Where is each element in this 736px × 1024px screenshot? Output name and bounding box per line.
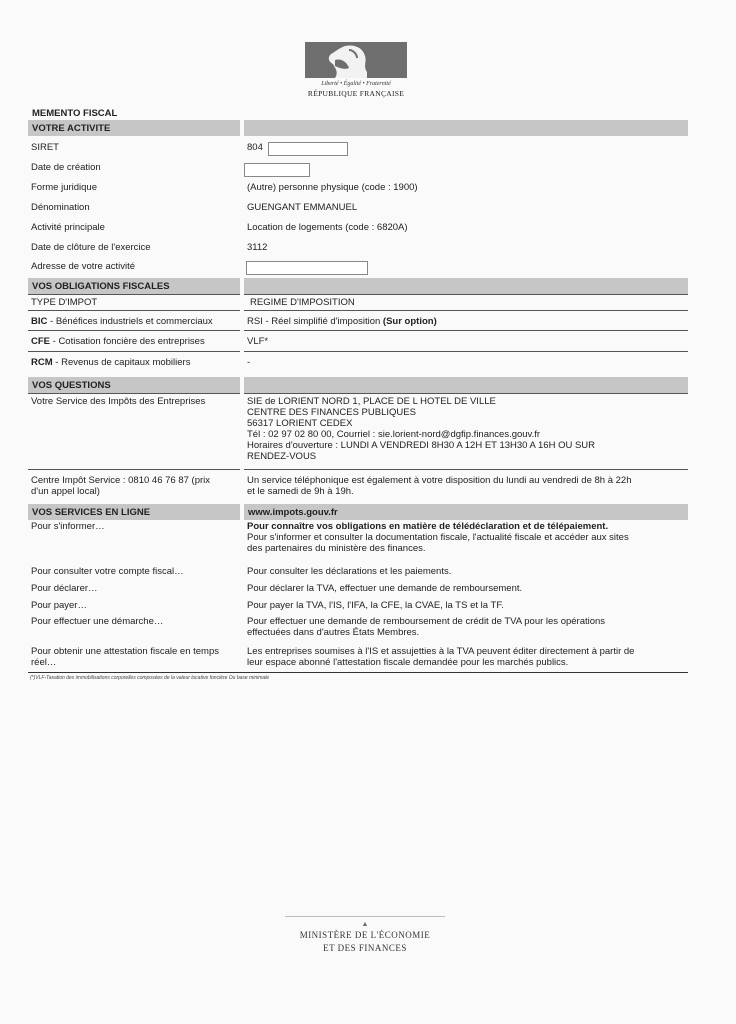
cis-label: [31, 475, 241, 497]
section-header-activite-right: [244, 120, 688, 136]
emblem-icon: ▲: [361, 921, 369, 928]
attestation-line: Les entreprises soumises à l'IS et assujetties à la TVA peuvent éditer directement à partir de: [247, 646, 635, 657]
divider: [244, 351, 688, 352]
bic-regime-text: RSI - Réel simplifié d'imposition: [247, 316, 383, 327]
declarer-label: Pour déclarer…: [31, 583, 98, 594]
demarche-text: [247, 616, 687, 638]
denomination-value: GUENGANT EMMANUEL: [247, 202, 358, 213]
sie-address-line: SIE de LORIENT NORD 1, PLACE DE L HOTEL DE VILLE: [247, 396, 496, 407]
ministere-line: ET DES FINANCES: [323, 943, 407, 953]
bic-option: (Sur option): [382, 316, 437, 327]
divider: [244, 294, 688, 295]
type-impot-header: TYPE D'IMPOT: [31, 297, 98, 308]
denomination-label: Dénomination: [31, 202, 90, 213]
cis-label-line: Centre Impôt Service : 0810 46 76 87 (prix: [31, 475, 211, 486]
section-header-activite: VOTRE ACTIVITE: [28, 120, 240, 136]
bic-regime: [247, 316, 687, 327]
informer-bold-line: Pour connaître vos obligations en matière de télédéclaration et de télépaiement.: [247, 521, 609, 532]
bic-label: [31, 316, 241, 327]
divider: [28, 351, 240, 352]
siret-redacted-field: [268, 142, 348, 156]
cfe-description: - Cotisation foncière des entreprises: [50, 336, 205, 347]
divider: [244, 310, 688, 311]
compte-text: Pour consulter les déclarations et les paiements.: [247, 566, 452, 577]
divider: [244, 469, 688, 470]
sie-label: Votre Service des Impôts des Entreprises: [31, 396, 206, 407]
attestation-label: [31, 646, 241, 668]
informer-label: Pour s'informer…: [31, 521, 105, 532]
section-header-questions: VOS QUESTIONS: [28, 377, 240, 393]
cfe-regime: VLF*: [247, 336, 269, 347]
payer-text: Pour payer la TVA, l'IS, l'IFA, la CFE, la CVAE, la TS et la TF.: [247, 600, 504, 611]
divider: [28, 672, 688, 673]
ministere-footer: [240, 916, 490, 955]
attestation-line: leur espace abonné l'attestation fiscale demandée pour les marchés publics.: [247, 657, 569, 668]
divider: [28, 310, 240, 311]
attestation-label-line: Pour obtenir une attestation fiscale en temps: [31, 646, 220, 657]
rcm-code: RCM: [31, 357, 53, 368]
sie-address-line: 56317 LORIENT CEDEX: [247, 418, 353, 429]
cis-label-line: d'un appel local): [31, 486, 100, 497]
cloture-label: Date de clôture de l'exercice: [31, 242, 151, 253]
informer-text: [247, 521, 687, 554]
siret-label: SIRET: [31, 142, 59, 153]
section-header-obligations: VOS OBLIGATIONS FISCALES: [28, 278, 240, 294]
attestation-label-line: réel…: [31, 657, 57, 668]
section-header-obligations-right: [244, 278, 688, 294]
cis-text-line: Un service téléphonique est également à votre disposition du lundi au vendredi de 8h à 22h: [247, 475, 632, 486]
siret-value: 804: [247, 142, 263, 153]
divider: [244, 393, 688, 394]
cfe-code: CFE: [31, 336, 50, 347]
activite-value: Location de logements (code : 6820A): [247, 222, 408, 233]
date-creation-label: Date de création: [31, 162, 101, 173]
divider: [244, 330, 688, 331]
republique-text: RÉPUBLIQUE FRANÇAISE: [307, 89, 405, 98]
informer-line: des partenaires du ministère des finances.: [247, 543, 426, 554]
page-title: MEMENTO FISCAL: [32, 108, 118, 119]
marianne-logo-icon: [305, 42, 407, 78]
cloture-value: 3112: [247, 242, 268, 253]
rcm-label: [31, 357, 241, 368]
adresse-redacted-field: [246, 261, 368, 275]
sie-contact-line: Tél : 02 97 02 80 00, Courriel : sie.lorient-nord@dgfip.finances.gouv.fr: [247, 429, 541, 440]
payer-label: Pour payer…: [31, 600, 87, 611]
sie-hours-line: RENDEZ-VOUS: [247, 451, 317, 462]
bic-code: BIC: [31, 316, 48, 327]
declarer-text: Pour déclarer la TVA, effectuer une demande de remboursement.: [247, 583, 523, 594]
section-header-services: VOS SERVICES EN LIGNE: [28, 504, 240, 520]
divider: [28, 469, 240, 470]
cis-text-line: et le samedi de 9h à 19h.: [247, 486, 354, 497]
footnote: (*)VLF-Taxation des immobilisations corporelles composées de la valeur locative foncière Ou base minimale: [30, 675, 270, 681]
impots-url-header: www.impots.gouv.fr: [244, 504, 688, 520]
compte-label: Pour consulter votre compte fiscal…: [31, 566, 184, 577]
activite-label: Activité principale: [31, 222, 105, 233]
sie-hours-line: Horaires d'ouverture : LUNDI A VENDREDI 8H30 A 12H ET 13H30 A 16H OU SUR: [247, 440, 596, 451]
attestation-text: [247, 646, 687, 668]
bic-description: - Bénéfices industriels et commerciaux: [47, 316, 213, 327]
republique-logo: [304, 42, 408, 98]
section-header-questions-right: [244, 377, 688, 393]
sie-address-line: CENTRE DES FINANCES PUBLIQUES: [247, 407, 416, 418]
divider: [285, 916, 445, 917]
forme-value: (Autre) personne physique (code : 1900): [247, 182, 418, 193]
informer-line: Pour s'informer et consulter la documentation fiscale, l'actualité fiscale et accéder aux sites: [247, 532, 629, 543]
divider: [28, 393, 240, 394]
cfe-label: [31, 336, 241, 347]
demarche-label: Pour effectuer une démarche…: [31, 616, 164, 627]
rcm-regime: -: [247, 357, 251, 368]
ministere-line: MINISTÈRE DE L'ÉCONOMIE: [299, 930, 431, 940]
cis-text: [247, 475, 687, 497]
rcm-description: - Revenus de capitaux mobiliers: [52, 357, 191, 368]
divider: [28, 294, 240, 295]
sie-details: [247, 396, 687, 462]
adresse-label: Adresse de votre activité: [31, 261, 136, 272]
demarche-line: effectuées dans d'autres États Membres.: [247, 627, 420, 638]
demarche-line: Pour effectuer une demande de remboursement de crédit de TVA pour les opérations: [247, 616, 606, 627]
forme-label: Forme juridique: [31, 182, 97, 193]
motto-text: Liberté • Égalité • Fraternité: [321, 81, 391, 87]
divider: [28, 330, 240, 331]
date-creation-redacted-field: [244, 163, 310, 177]
regime-header: REGIME D'IMPOSITION: [250, 297, 355, 308]
